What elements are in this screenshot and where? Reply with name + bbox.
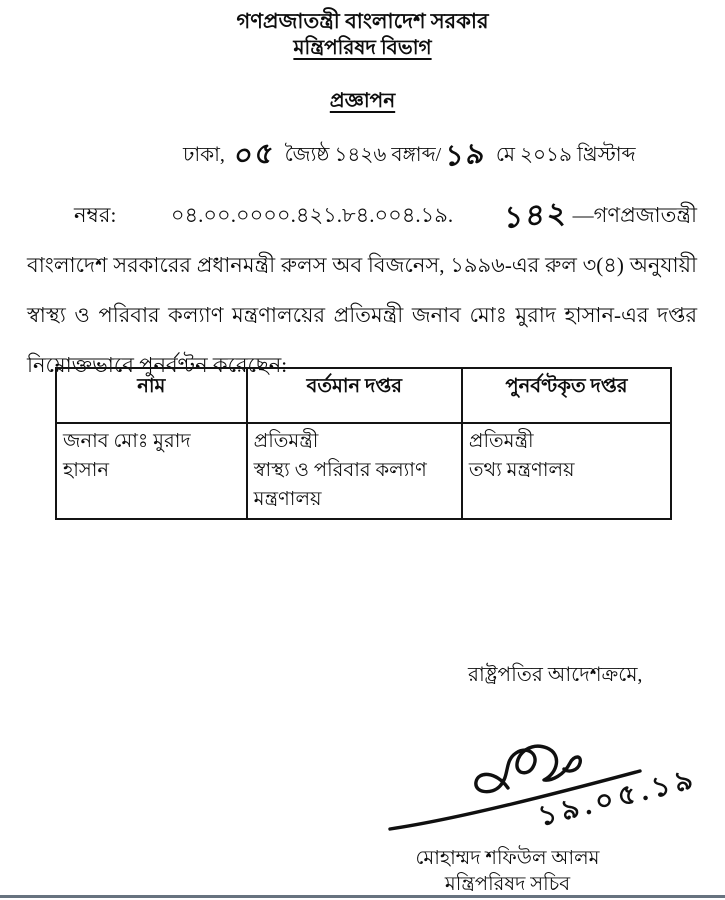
table-row — [56, 423, 671, 519]
signatory-block — [385, 846, 630, 898]
signatory-name: মোহাম্মদ শফিউল আলম — [415, 848, 600, 869]
handwritten-serial-number: ১৪২ — [503, 195, 570, 235]
memo-paragraph — [27, 190, 697, 390]
table-header-current-office: বর্তমান দপ্তর — [247, 368, 462, 423]
division-name: মন্ত্রিপরিষদ বিভাগ — [293, 37, 432, 59]
reallocated-office-ministry: তথ্য মন্ত্রণালয় — [468, 460, 575, 481]
memo-text: —গণপ্রজাতন্ত্রী বাংলাদেশ সরকারের প্রধানমন্ত্রী রুলস অব বিজনেস, ১৯৯৬-এর রুল ৩(৪) অনুযায়ী স্বাস্থ্য ও পরিবার কল্যাণ মন্ত্রণালয়ের প্রতিমন্ত্রী জনাব মোঃ মুরাদ হাসান-এর দপ্তর নিম্নোক্তভাবে পুনর্বণ্টন করেছেন: — [27, 203, 697, 377]
handwritten-bangla-day: ০৫ — [233, 137, 277, 173]
current-office-designation: প্রতিমন্ত্রী — [253, 431, 319, 452]
table-header-row — [56, 368, 671, 423]
signature-scribble-stroke — [476, 746, 580, 791]
memo-label: নম্বর: — [74, 203, 117, 227]
handwritten-gregorian-day: ১৯ — [444, 137, 488, 173]
dateline-bangla-date: জ্যৈষ্ঠ ১৪২৬ বঙ্গাব্দ/ — [284, 144, 442, 166]
notification-title: প্রজ্ঞাপন — [329, 90, 396, 112]
reallocation-table — [55, 367, 672, 520]
signature-image — [378, 733, 725, 848]
dateline — [183, 137, 636, 173]
memo-number: ০৪.০০.০০০০.৪২১.৮৪.০০৪.১৯. — [170, 203, 454, 227]
cell-minister-name: জনাব মোঃ মুরাদ হাসান — [56, 423, 247, 519]
handwritten-signature-date: ১৯.০৫.১৯ — [535, 763, 701, 833]
table-header-reallocated-office: পুনর্বণ্টকৃত দপ্তর — [462, 368, 671, 423]
cell-reallocated-office — [462, 423, 671, 519]
dateline-city: ঢাকা, — [183, 144, 225, 166]
signatory-title: মন্ত্রিপরিষদ সচিব — [444, 874, 571, 895]
current-office-ministry: স্বাস্থ্য ও পরিবার কল্যাণ মন্ত্রণালয় — [253, 460, 427, 510]
scan-bottom-edge-line — [0, 895, 725, 898]
order-of-president-line: রাষ্ট্রপতির আদেশক্রমে, — [468, 664, 643, 686]
government-name: গণপ্রজাতন্ত্রী বাংলাদেশ সরকার — [236, 9, 489, 33]
reallocated-office-designation: প্রতিমন্ত্রী — [468, 431, 534, 452]
cell-current-office — [247, 423, 462, 519]
table-header-name: নাম — [56, 368, 247, 423]
document-header — [0, 8, 725, 62]
dateline-gregorian-date: মে ২০১৯ খ্রিস্টাব্দ — [495, 144, 636, 166]
